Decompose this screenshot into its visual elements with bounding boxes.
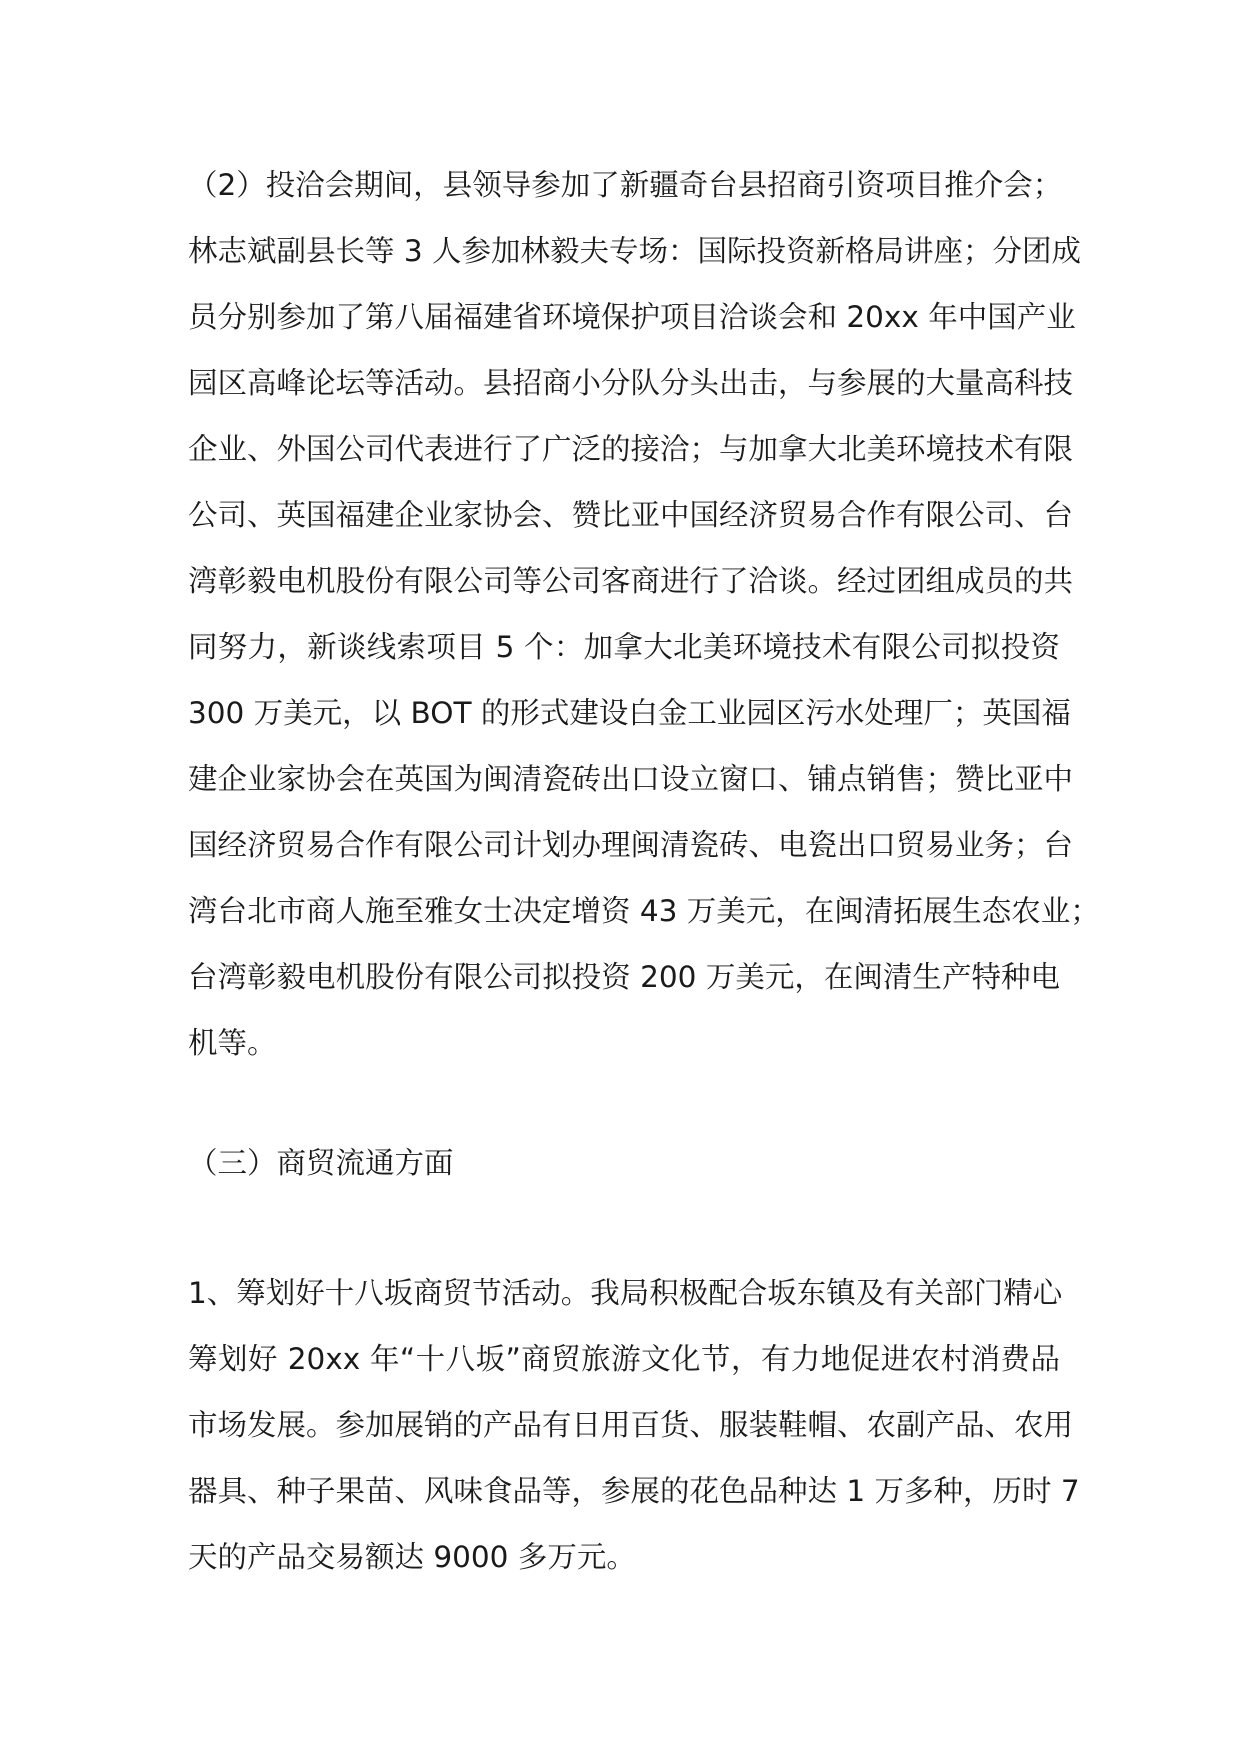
section-heading — [188, 1130, 1060, 1196]
paragraph-line: 国经济贸易合作有限公司计划办理闽清瓷砖、电瓷出口贸易业务；台 — [188, 828, 1074, 862]
paragraph-line: 器具、种子果苗、风味食品等，参展的花色品种达 1 万多种，历时 7 — [188, 1474, 1080, 1508]
paragraph-line: （2）投洽会期间，县领导参加了新疆奇台县招商引资项目推介会； — [188, 168, 1063, 202]
paragraph-line: 公司、英国福建企业家协会、赞比亚中国经济贸易合作有限公司、台 — [188, 498, 1074, 532]
paragraph-line: 台湾彰毅电机股份有限公司拟投资 200 万美元，在闽清生产特种电 — [188, 960, 1060, 994]
paragraph-line: 机等。 — [188, 1026, 277, 1060]
paragraph-line: 筹划好 20xx 年“十八坂”商贸旅游文化节，有力地促进农村消费品 — [188, 1342, 1060, 1376]
paragraph-line: 林志斌副县长等 3 人参加林毅夫专场：国际投资新格局讲座；分团成 — [188, 234, 1082, 268]
paragraph-line: 天的产品交易额达 9000 多万元。 — [188, 1540, 636, 1574]
paragraph-line: 湾彰毅电机股份有限公司等公司客商进行了洽谈。经过团组成员的共 — [188, 564, 1074, 598]
paragraph-line: 建企业家协会在英国为闽清瓷砖出口设立窗口、铺点销售；赞比亚中 — [188, 762, 1074, 796]
paragraph-line: 湾台北市商人施至雅女士决定增资 43 万美元，在闽清拓展生态农业； — [188, 894, 1100, 928]
paragraph-investment-fair — [188, 152, 1100, 1076]
paragraph-line: 同努力，新谈线索项目 5 个：加拿大北美环境技术有限公司拟投资 — [188, 630, 1060, 664]
paragraph-line: 300 万美元，以 BOT 的形式建设白金工业园区污水处理厂；英国福 — [188, 696, 1071, 730]
paragraph-trade-festival — [188, 1260, 1080, 1590]
paragraph-line: 企业、外国公司代表进行了广泛的接洽；与加拿大北美环境技术有限 — [188, 432, 1074, 466]
paragraph-line: 园区高峰论坛等活动。县招商小分队分头出击，与参展的大量高科技 — [188, 366, 1074, 400]
section-heading-text: （三）商贸流通方面 — [188, 1146, 454, 1180]
paragraph-line: 1、筹划好十八坂商贸节活动。我局积极配合坂东镇及有关部门精心 — [188, 1276, 1063, 1310]
paragraph-line: 市场发展。参加展销的产品有日用百货、服装鞋帽、农副产品、农用 — [188, 1408, 1074, 1442]
paragraph-line: 员分别参加了第八届福建省环境保护项目洽谈会和 20xx 年中国产业 — [188, 300, 1076, 334]
